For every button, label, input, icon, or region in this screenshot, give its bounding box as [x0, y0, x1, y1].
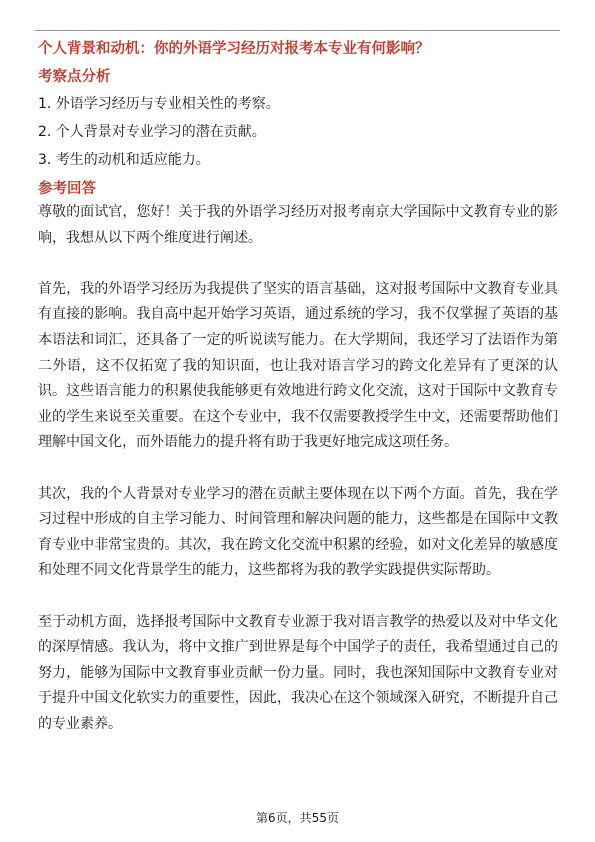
answer-paragraph: 首先，我的外语学习经历为我提供了坚实的语言基础，这对报考国际中文教育专业具有直接的影响。我自高中起开始学习英语，通过系统的学习，我不仅掌握了英语的基本语法和词汇，还具备了一定的听说读写能力。在大学期间，我还学习了法语作为第二外语，这不仅拓宽了我的知识面，也让我对语言学习的跨文化差异有了更深的认识。这些语言能力的积累使我能够更有效地进行跨文化交流，这对于国际中文教育专业的学生来说至关重要。在这个专业中，我不仅需要教授学生中文，还需要帮助他们理解中国文化，而外语能力的提升将有助于我更好地完成这项任务。 [38, 280, 558, 451]
page-content [38, 38, 558, 737]
page-number: 第6页，共55页 [256, 811, 339, 825]
header-rule [35, 30, 560, 31]
answer-paragraph: 其次，我的个人背景对专业学习的潜在贡献主要体现在以下两个方面。首先，我在学习过程中形成的自主学习能力、时间管理和解决问题的能力，这些都是在国际中文教育专业中非常宝贵的。其次，我在跨文化交流中积累的经验，如对文化差异的敏感度和处理不同文化背景学生的能力，这些都将为我的教学实践提供实际帮助。 [38, 485, 558, 579]
question-heading: 个人背景和动机：你的外语学习经历对报考本专业有何影响？ [38, 41, 430, 57]
analysis-point: 3. 考生的动机和适应能力。 [38, 152, 210, 168]
analysis-point: 2. 个人背景对专业学习的潜在贡献。 [38, 124, 266, 140]
answer-paragraph: 尊敬的面试官，您好！关于我的外语学习经历对报考南京大学国际中文教育专业的影响，我想从以下两个维度进行阐述。 [38, 204, 558, 246]
answer-body [38, 200, 558, 737]
answer-heading: 参考回答 [38, 181, 96, 197]
answer-paragraph: 至于动机方面，选择报考国际中文教育专业源于我对语言教学的热爱以及对中华文化的深厚情感。我认为，将中文推广到世界是每个中国学子的责任，我希望通过自己的努力，能够为国际中文教育事业贡献一份力量。同时，我也深知国际中文教育专业对于提升中国文化软实力的重要性，因此，我决心在这个领域深入研究，不断提升自己的专业素养。 [38, 613, 558, 732]
analysis-heading: 考察点分析 [38, 69, 111, 85]
analysis-point: 1. 外语学习经历与专业相关性的考察。 [38, 96, 280, 112]
analysis-list [38, 94, 558, 170]
